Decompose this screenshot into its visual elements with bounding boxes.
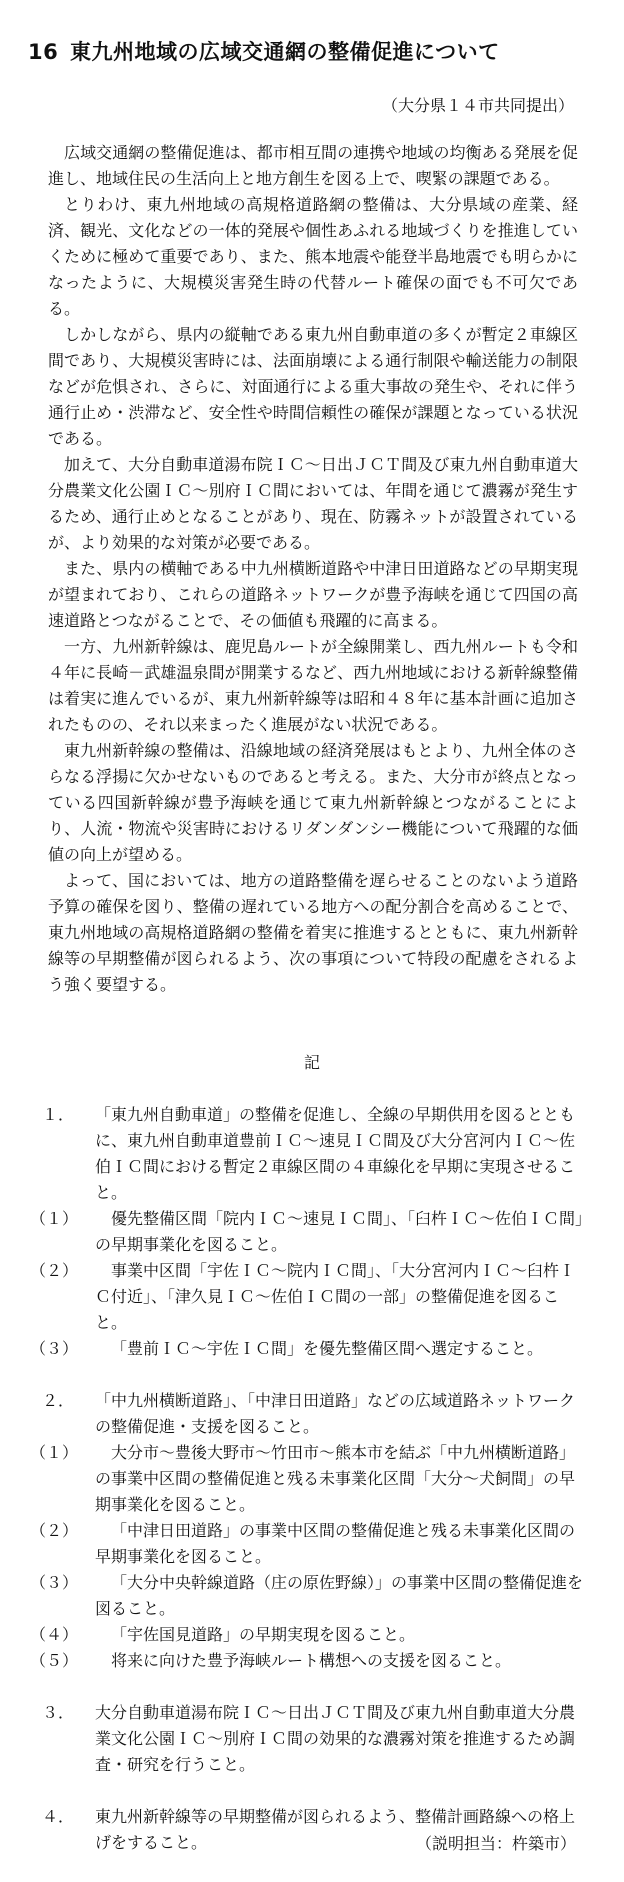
sub-item-text: 事業中区間「宇佐ＩＣ～院内ＩＣ間」、「大分宮河内ＩＣ～臼杵ＩＣ付近」、「津久見ＩＣ～佐伯ＩＣ間の一部」の整備促進を図ること。 [95,1261,576,1332]
sub-item-text: 将来に向けた豊予海峡ルート構想への支援を図ること。 [111,1651,512,1670]
ki-heading: 記 [303,1053,320,1072]
body-text [48,140,578,998]
sub-item [30,1336,590,1362]
sub-item-text: 「豊前ＩＣ～宇佐ＩＣ間」を優先整備区間へ選定すること。 [111,1339,544,1358]
paragraph: また、県内の横軸である中九州横断道路や中津日田道路などの早期実現が望まれており、これらの道路ネットワークが豊予海峡を通じて四国の高速道路とつながることで、その価値も飛躍的に高まる。 [48,559,578,630]
sub-item [30,1518,590,1570]
sub-item-text: 「中津日田道路」の事業中区間の整備促進と残る未事業化区間の早期事業化を図ること。 [95,1521,576,1566]
sub-item-text: 「大分中央幹線道路（庄の原佐野線）」の事業中区間の整備促進を図ること。 [95,1573,584,1618]
item-main [30,1388,590,1440]
paragraph: とりわけ、東九州地域の高規格道路網の整備は、大分県域の産業、経済、観光、文化などの一体的発展や個性あふれる地域づくりを推進していくために極めて重要であり、また、熊本地震や能登半島地震でも明らかになったように、大規模災害発生時の代替ルート確保の面でも不可欠である。 [48,195,578,318]
paragraph: 一方、九州新幹線は、鹿児島ルートが全線開業し、西九州ルートも令和４年に長崎－武雄温泉間が開業するなど、西九州地域における新幹線整備は着実に進んでいるが、東九州新幹線等は昭和４８年に基本計画に追加されたものの、それ以来まったく進展がない状況である。 [48,637,578,734]
sub-item [30,1570,590,1622]
request-item [30,1388,590,1674]
item-number: １． [42,1105,75,1124]
item-number: ４． [42,1807,75,1826]
item-text: 「中九州横断道路」、「中津日田道路」などの広域道路ネットワークの整備促進・支援を図ること。 [95,1391,576,1436]
sub-item [30,1258,590,1336]
title-number: 16 [28,40,59,64]
item-main [30,1102,590,1206]
paragraph: 広域交通網の整備促進は、都市相互間の連携や地域の均衡ある発展を促進し、地域住民の生活向上と地方創生を図る上で、喫緊の課題である。 [48,143,578,188]
request-item [30,1700,590,1778]
request-item [30,1102,590,1362]
sub-item-number: （３） [30,1339,79,1358]
sub-item-text: 「宇佐国見道路」の早期実現を図ること。 [111,1625,416,1644]
item-text: 大分自動車道湯布院ＩＣ～日出ＪＣＴ間及び東九州自動車道大分農業文化公園ＩＣ～別府ＩＣ間の効果的な濃霧対策を推進するため調査・研究を行うこと。 [95,1703,576,1774]
sub-item-number: （２） [30,1261,79,1280]
item-number: ２． [42,1391,75,1410]
sub-item-text: 優先整備区間「院内ＩＣ～速見ＩＣ間」、「臼杵ＩＣ～佐伯ＩＣ間」の早期事業化を図ること。 [95,1209,584,1254]
sub-item-number: （２） [30,1521,79,1540]
paragraph: 加えて、大分自動車道湯布院ＩＣ～日出ＪＣＴ間及び東九州自動車道大分農業文化公園ＩＣ～別府ＩＣ間においては、年間を通じて濃霧が発生するため、通行止めとなることがあり、現在、防霧ネットが設置されているが、より効果的な対策が必要である。 [48,455,578,552]
paragraph: よって、国においては、地方の道路整備を遅らせることのないよう道路予算の確保を図り、整備の遅れている地方への配分割合を高めることで、東九州地域の高規格道路網の整備を着実に推進するとともに、東九州新幹線等の早期整備が図られるよう、次の事項について特段の配慮をされるよう強く要望する。 [48,871,578,994]
item-text: 「東九州自動車道」の整備を促進し、全線の早期供用を図るとともに、東九州自動車道豊前ＩＣ～速見ＩＣ間及び大分宮河内ＩＣ～佐伯ＩＣ間における暫定２車線区間の４車線化を早期に実現させること。 [95,1105,576,1202]
sub-item-number: （１） [30,1443,79,1462]
paragraph: しかしながら、県内の縦軸である東九州自動車道の多くが暫定２車線区間であり、大規模災害時には、法面崩壊による通行制限や輸送能力の制限などが危惧され、さらに、対面通行による重大事故の発生や、それに伴う通行止め・渋滞など、安全性や時間信頼性の確保が課題となっている状況である。 [48,325,578,448]
submitter-note: （大分県１４市共同提出） [381,96,574,115]
sub-item-number: （５） [30,1651,79,1670]
sub-item [30,1206,590,1258]
explanation-note: （説明担当：杵築市） [415,1834,576,1853]
sub-item-number: （３） [30,1573,79,1592]
sub-item-text: 大分市～豊後大野市～竹田市～熊本市を結ぶ「中九州横断道路」の事業中区間の整備促進と残る未事業化区間「大分～犬飼間」の早期事業化を図ること。 [95,1443,576,1514]
item-number: ３． [42,1703,75,1722]
title-text: 東九州地域の広域交通網の整備促進について [70,40,500,64]
paragraph: 東九州新幹線の整備は、沿線地域の経済発展はもとより、九州全体のさらなる浮揚に欠かせないものであると考える。また、大分市が終点となっている四国新幹線が豊予海峡を通じて東九州新幹線とつながることにより、人流・物流や災害時におけるリダンダンシー機能について飛躍的な価値の向上が望める。 [48,741,578,864]
page-title [28,36,500,66]
sub-item-number: （４） [30,1625,79,1644]
sub-item [30,1440,590,1518]
request-items [30,1102,590,1882]
sub-item-number: （１） [30,1209,79,1228]
item-text: 東九州新幹線等の早期整備が図られるよう、整備計画路線への格上げをすること。 [95,1807,576,1852]
item-main [30,1700,590,1778]
sub-item [30,1648,590,1674]
sub-item [30,1622,590,1648]
